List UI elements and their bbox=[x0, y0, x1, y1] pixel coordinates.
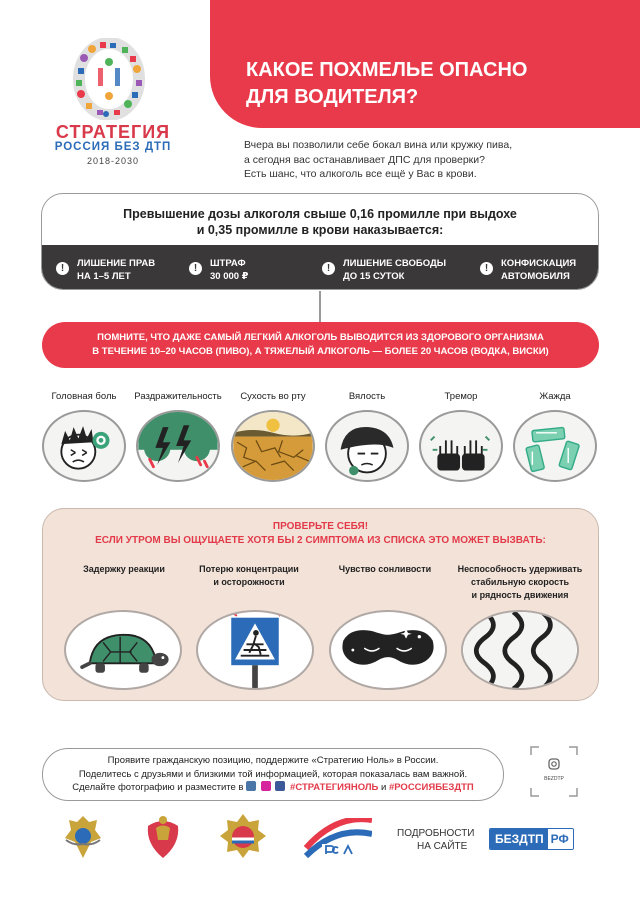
pedestrian-crossing-sign-icon bbox=[196, 610, 314, 690]
shaking-hands-icon bbox=[419, 410, 503, 482]
water-glasses-icon bbox=[513, 410, 597, 482]
symptom-label: Тремор bbox=[444, 391, 478, 402]
qr-code-frame[interactable] bbox=[529, 745, 579, 798]
consequence-label: Чувство сонливости bbox=[338, 564, 432, 574]
strategy-zero-logo-icon bbox=[70, 38, 148, 120]
symptom-label: Жажда bbox=[539, 391, 571, 402]
self-check-title: ПРОВЕРЬТЕ СЕБЯ! ЕСЛИ УТРОМ ВЫ ОЩУЩАЕТЕ ХОТЯ БЫ 2 СИМПТОМА ИЗ СПИСКА ЭТО МОЖЕТ ВЫЗВАТЬ: bbox=[95, 521, 546, 546]
instagram-icon[interactable] bbox=[261, 781, 271, 791]
gibdd-emblem-icon bbox=[218, 812, 268, 867]
sleep-mask-icon bbox=[329, 610, 447, 690]
connector-line bbox=[319, 291, 321, 323]
penalty-item: ! ЛИШЕНИЕ СВОБОДЫ ДО 15 СУТОК bbox=[322, 258, 446, 283]
logo-subtitle: РОССИЯ БЕЗ ДТП bbox=[54, 141, 172, 153]
exclamation-icon: ! bbox=[480, 262, 493, 275]
penalty-item: ! КОНФИСКАЦИЯ АВТОМОБИЛЯ bbox=[480, 258, 576, 283]
share-text: Проявите гражданскую позицию, поддержите «Стратегию Ноль» в России. Поделитесь с друзьями и близкими той информацией, которая показалась вам важной. Сделайте фотографию и разместите в #СТРАТЕГИЯНОЛЬ и #РОССИЯБЕЗДТП bbox=[72, 755, 474, 793]
dry-desert-icon bbox=[231, 410, 315, 482]
lightning-cloud-icon bbox=[136, 410, 220, 482]
hashtag-strategy-zero[interactable]: #СТРАТЕГИЯНОЛЬ bbox=[290, 782, 379, 793]
logo-title: СТРАТЕГИЯ bbox=[55, 122, 171, 142]
consequence-label: Потерю концентрации и осторожности bbox=[199, 564, 299, 587]
turtle-icon bbox=[64, 610, 182, 690]
vk-icon[interactable] bbox=[246, 781, 256, 791]
penalty-heading: Превышение дозы алкоголя свыше 0,16 промилле при выдохе и 0,35 промилле в крови наказывается: bbox=[123, 207, 517, 237]
instagram-handle: BEZDTP bbox=[544, 776, 564, 782]
hashtag-russia-bez-dtp[interactable]: #РОССИЯБЕЗДТП bbox=[388, 782, 474, 793]
ministry-transport-emblem-icon bbox=[60, 812, 106, 867]
symptom-label: Головная боль bbox=[51, 391, 117, 402]
penalty-item: ! ШТРАФ 30 000 ₽ bbox=[189, 258, 248, 283]
intro-text: Вчера вы позволили себе бокал вина или кружку пива, а сегодня вас останавливает ДПС для проверки? Есть шанс, что алкоголь все ещё у Вас в крови. bbox=[244, 139, 513, 180]
symptom-label: Раздражительность bbox=[134, 391, 222, 402]
more-info-label: ПОДРОБНОСТИ bbox=[397, 828, 475, 839]
sleepy-face-icon bbox=[325, 410, 409, 482]
symptom-label: Вялость bbox=[348, 391, 386, 402]
penalty-box bbox=[41, 193, 599, 290]
facebook-icon[interactable] bbox=[275, 781, 285, 791]
headache-icon bbox=[42, 410, 126, 482]
rsa-logo-icon bbox=[302, 818, 372, 863]
reminder-banner: ПОМНИТЕ, ЧТО ДАЖЕ САМЫЙ ЛЕГКИЙ АЛКОГОЛЬ ВЫВОДИТСЯ ИЗ ЗДОРОВОГО ОРГАНИЗМА В ТЕЧЕНИЕ 10–20 ЧАСОВ (ПИВО), А ТЯЖЕЛЫЙ АЛКОГОЛЬ — БОЛЕЕ 20 ЧАСОВ (ВОДКА, ВИСКИ) bbox=[42, 322, 599, 368]
exclamation-icon: ! bbox=[56, 262, 69, 275]
page-title: КАКОЕ ПОХМЕЛЬЕ ОПАСНО ДЛЯ ВОДИТЕЛЯ? bbox=[246, 59, 528, 108]
winding-road-icon bbox=[461, 610, 579, 690]
exclamation-icon: ! bbox=[322, 262, 335, 275]
logo-years: 2018-2030 bbox=[86, 156, 140, 166]
exclamation-icon: ! bbox=[189, 262, 202, 275]
site-link[interactable]: БЕЗДТП РФ bbox=[489, 828, 574, 850]
symptom-label: Сухость во рту bbox=[240, 391, 306, 402]
more-info-label: НА САЙТЕ bbox=[417, 841, 468, 852]
consequence-label: Неспособность удерживать стабильную скорость и рядность движения bbox=[457, 564, 583, 600]
penalty-item: ! ЛИШЕНИЕ ПРАВ НА 1–5 ЛЕТ bbox=[56, 258, 155, 283]
mvd-emblem-icon bbox=[140, 812, 186, 867]
consequence-label: Задержку реакции bbox=[83, 564, 165, 574]
